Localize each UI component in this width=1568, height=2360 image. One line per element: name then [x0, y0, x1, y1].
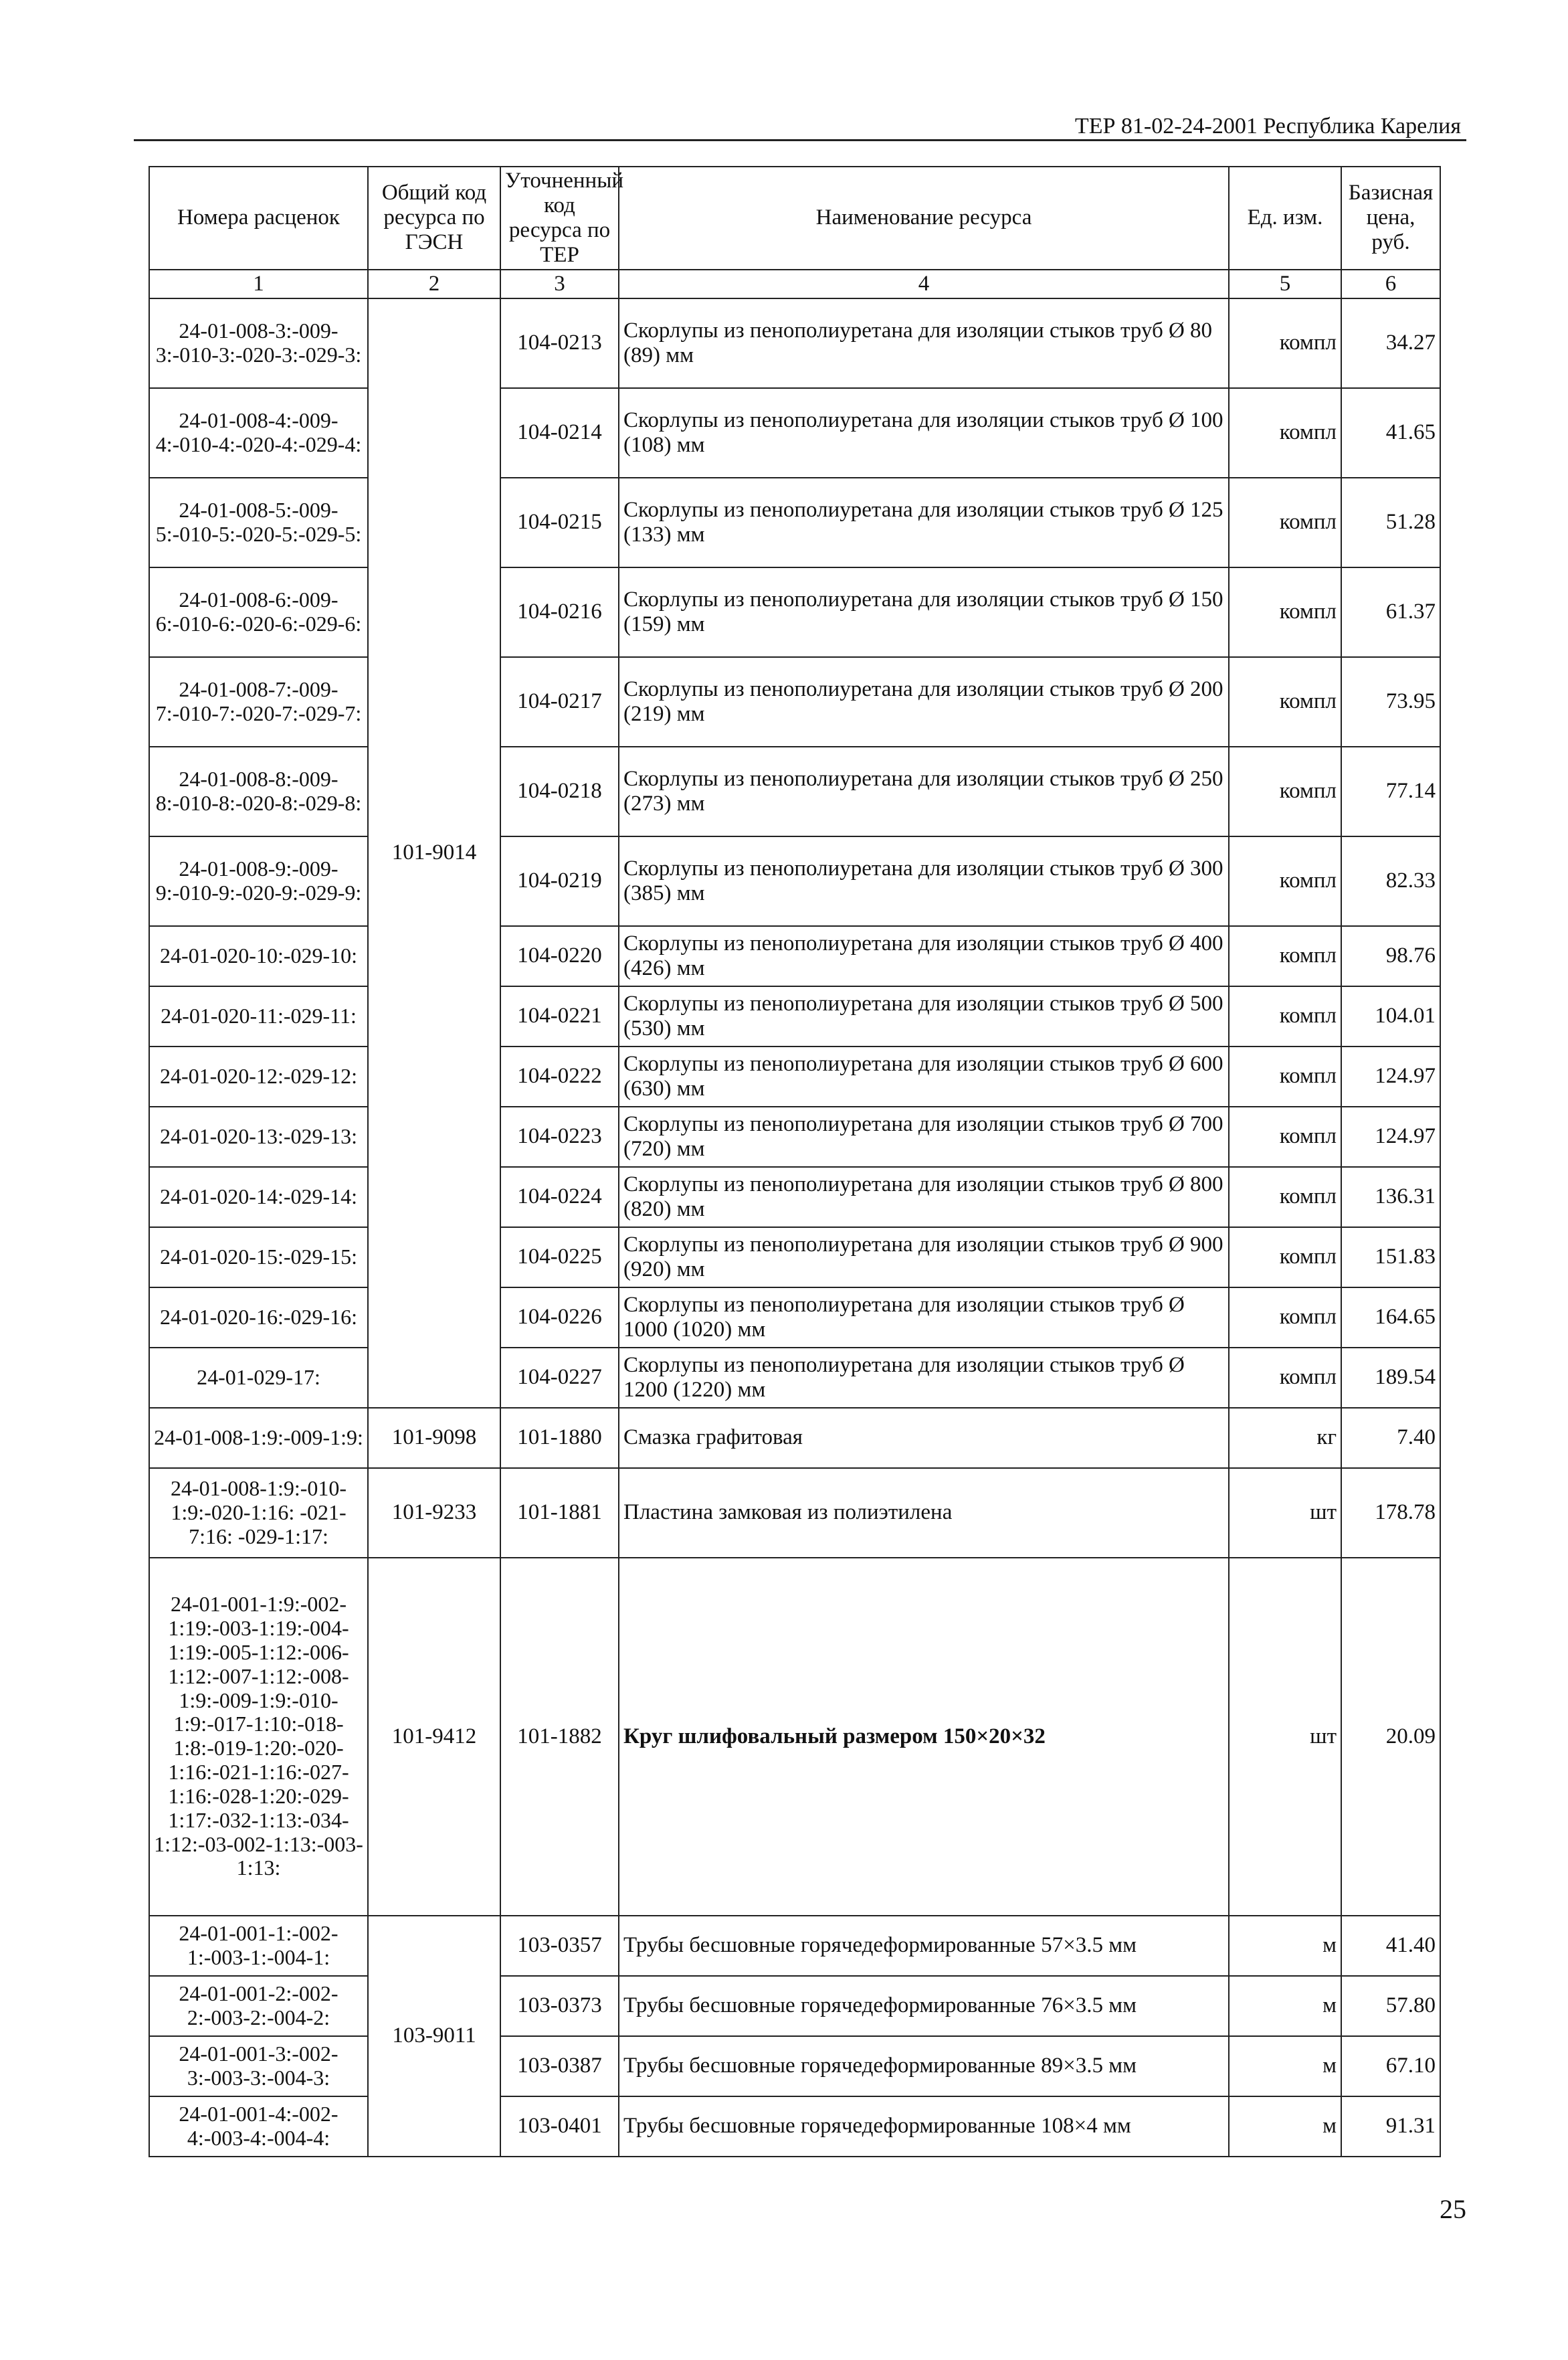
- table-row: [149, 298, 1440, 388]
- price-cell: 67.10: [1341, 2036, 1440, 2096]
- col-number: 1: [149, 270, 368, 298]
- col-header-ter-code: Уточненный код ресурса по ТЕР: [500, 167, 619, 270]
- rate-numbers-cell: 24-01-020-14:-029-14:: [149, 1167, 368, 1227]
- resource-name-cell: Скорлупы из пенополиуретана для изоляции стыков труб Ø 250 (273) мм: [619, 747, 1229, 836]
- ter-code-cell: 104-0218: [500, 747, 619, 836]
- unit-cell: компл: [1229, 657, 1341, 747]
- resource-name-cell: Круг шлифовальный размером 150×20×32: [619, 1558, 1229, 1916]
- unit-cell: компл: [1229, 986, 1341, 1047]
- ter-code-cell: 103-0401: [500, 2096, 619, 2157]
- resource-name-cell: Трубы бесшовные горячедеформированные 89×3.5 мм: [619, 2036, 1229, 2096]
- table-row: [149, 1167, 1440, 1227]
- gesn-code-cell: 101-9098: [368, 1408, 500, 1468]
- resource-name-cell: Скорлупы из пенополиуретана для изоляции стыков труб Ø 700 (720) мм: [619, 1107, 1229, 1167]
- price-cell: 73.95: [1341, 657, 1440, 747]
- resource-name-cell: Скорлупы из пенополиуретана для изоляции стыков труб Ø 1000 (1020) мм: [619, 1287, 1229, 1348]
- ter-code-cell: 101-1881: [500, 1468, 619, 1558]
- price-cell: 41.40: [1341, 1916, 1440, 1976]
- unit-cell: компл: [1229, 1047, 1341, 1107]
- resource-name-cell: Скорлупы из пенополиуретана для изоляции стыков труб Ø 300 (385) мм: [619, 836, 1229, 926]
- resource-name-cell: Трубы бесшовные горячедеформированные 76×3.5 мм: [619, 1976, 1229, 2036]
- gesn-code-cell: 103-9011: [368, 1916, 500, 2157]
- resource-name-cell: Скорлупы из пенополиуретана для изоляции стыков труб Ø 1200 (1220) мм: [619, 1348, 1229, 1408]
- rate-numbers-cell: 24-01-001-4:-002-4:-003-4:-004-4:: [149, 2096, 368, 2157]
- unit-cell: м: [1229, 2036, 1341, 2096]
- resource-name-cell: Скорлупы из пенополиуретана для изоляции стыков труб Ø 600 (630) мм: [619, 1047, 1229, 1107]
- resource-name-cell: Трубы бесшовные горячедеформированные 57×3.5 мм: [619, 1916, 1229, 1976]
- page-header: [134, 112, 1466, 141]
- ter-code-cell: 103-0387: [500, 2036, 619, 2096]
- resource-name-cell: Скорлупы из пенополиуретана для изоляции стыков труб Ø 150 (159) мм: [619, 567, 1229, 657]
- rate-numbers-cell: 24-01-001-1:9:-002-1:19:-003-1:19:-004-1:19:-005-1:12:-006-1:12:-007-1:12:-008-1:9:-009-1:9:-010-1:9:-017-1:10:-018-1:8:-019-1:20:-020-1:16:-021-1:16:-027-1:16:-028-1:20:-029-1:17:-032-1:13:-034-1:12:-03-002-1:13:-003-1:13:: [149, 1558, 368, 1916]
- rate-numbers-cell: 24-01-008-8:-009-8:-010-8:-020-8:-029-8:: [149, 747, 368, 836]
- rate-numbers-cell: 24-01-001-2:-002-2:-003-2:-004-2:: [149, 1976, 368, 2036]
- price-cell: 91.31: [1341, 2096, 1440, 2157]
- table-row: [149, 1107, 1440, 1167]
- rate-numbers-cell: 24-01-008-4:-009-4:-010-4:-020-4:-029-4:: [149, 388, 368, 478]
- ter-code-cell: 104-0220: [500, 926, 619, 986]
- col-header-resource-name: Наименование ресурса: [619, 167, 1229, 270]
- price-cell: 151.83: [1341, 1227, 1440, 1287]
- resource-table: [149, 166, 1441, 2157]
- rate-numbers-cell: 24-01-008-7:-009-7:-010-7:-020-7:-029-7:: [149, 657, 368, 747]
- price-cell: 20.09: [1341, 1558, 1440, 1916]
- table-row: [149, 747, 1440, 836]
- table-row: [149, 986, 1440, 1047]
- col-header-unit: Ед. изм.: [1229, 167, 1341, 270]
- resource-name-cell: Скорлупы из пенополиуретана для изоляции стыков труб Ø 80 (89) мм: [619, 298, 1229, 388]
- unit-cell: компл: [1229, 388, 1341, 478]
- col-number: 3: [500, 270, 619, 298]
- table-row: [149, 1408, 1440, 1468]
- unit-cell: компл: [1229, 836, 1341, 926]
- rate-numbers-cell: 24-01-020-13:-029-13:: [149, 1107, 368, 1167]
- table-header-row: [149, 167, 1440, 270]
- ter-code-cell: 104-0215: [500, 478, 619, 567]
- table-row: [149, 1348, 1440, 1408]
- price-cell: 41.65: [1341, 388, 1440, 478]
- resource-name-cell: Трубы бесшовные горячедеформированные 108×4 мм: [619, 2096, 1229, 2157]
- ter-code-cell: 103-0357: [500, 1916, 619, 1976]
- resource-name-cell: Смазка графитовая: [619, 1408, 1229, 1468]
- unit-cell: компл: [1229, 1287, 1341, 1348]
- rate-numbers-cell: 24-01-020-11:-029-11:: [149, 986, 368, 1047]
- gesn-code-cell: 101-9233: [368, 1468, 500, 1558]
- unit-cell: шт: [1229, 1468, 1341, 1558]
- resource-name-cell: Скорлупы из пенополиуретана для изоляции стыков труб Ø 500 (530) мм: [619, 986, 1229, 1047]
- col-number: 4: [619, 270, 1229, 298]
- col-number: 5: [1229, 270, 1341, 298]
- table-row: [149, 926, 1440, 986]
- unit-cell: компл: [1229, 567, 1341, 657]
- rate-numbers-cell: 24-01-020-15:-029-15:: [149, 1227, 368, 1287]
- price-cell: 124.97: [1341, 1047, 1440, 1107]
- resource-name-cell: Скорлупы из пенополиуретана для изоляции стыков труб Ø 125 (133) мм: [619, 478, 1229, 567]
- rate-numbers-cell: 24-01-008-6:-009-6:-010-6:-020-6:-029-6:: [149, 567, 368, 657]
- col-number: 6: [1341, 270, 1440, 298]
- unit-cell: кг: [1229, 1408, 1341, 1468]
- ter-code-cell: 101-1882: [500, 1558, 619, 1916]
- rate-numbers-cell: 24-01-008-1:9:-010-1:9:-020-1:16: -021-7:16: -029-1:17:: [149, 1468, 368, 1558]
- unit-cell: компл: [1229, 1348, 1341, 1408]
- ter-code-cell: 104-0225: [500, 1227, 619, 1287]
- table-row: [149, 1227, 1440, 1287]
- ter-code-cell: 104-0227: [500, 1348, 619, 1408]
- price-cell: 124.97: [1341, 1107, 1440, 1167]
- rate-numbers-cell: 24-01-020-16:-029-16:: [149, 1287, 368, 1348]
- table-row: [149, 1976, 1440, 2036]
- ter-code-cell: 101-1880: [500, 1408, 619, 1468]
- unit-cell: компл: [1229, 478, 1341, 567]
- col-number: 2: [368, 270, 500, 298]
- unit-cell: компл: [1229, 747, 1341, 836]
- resource-name-cell: Скорлупы из пенополиуретана для изоляции стыков труб Ø 400 (426) мм: [619, 926, 1229, 986]
- resource-name-cell: Пластина замковая из полиэтилена: [619, 1468, 1229, 1558]
- resource-name-cell: Скорлупы из пенополиуретана для изоляции стыков труб Ø 800 (820) мм: [619, 1167, 1229, 1227]
- ter-code-cell: 104-0213: [500, 298, 619, 388]
- price-cell: 164.65: [1341, 1287, 1440, 1348]
- price-cell: 34.27: [1341, 298, 1440, 388]
- rate-numbers-cell: 24-01-029-17:: [149, 1348, 368, 1408]
- unit-cell: компл: [1229, 1227, 1341, 1287]
- table-row: [149, 567, 1440, 657]
- price-cell: 98.76: [1341, 926, 1440, 986]
- col-header-price: Базисная цена, руб.: [1341, 167, 1440, 270]
- ter-code-cell: 104-0216: [500, 567, 619, 657]
- rate-numbers-cell: 24-01-001-3:-002-3:-003-3:-004-3:: [149, 2036, 368, 2096]
- table-row: [149, 388, 1440, 478]
- price-cell: 61.37: [1341, 567, 1440, 657]
- table-row: [149, 657, 1440, 747]
- rate-numbers-cell: 24-01-008-5:-009-5:-010-5:-020-5:-029-5:: [149, 478, 368, 567]
- price-cell: 57.80: [1341, 1976, 1440, 2036]
- price-cell: 178.78: [1341, 1468, 1440, 1558]
- ter-code-cell: 104-0222: [500, 1047, 619, 1107]
- gesn-code-cell: 101-9412: [368, 1558, 500, 1916]
- price-cell: 136.31: [1341, 1167, 1440, 1227]
- document-title: ТЕР 81-02-24-2001 Республика Карелия: [1074, 114, 1461, 139]
- ter-code-cell: 104-0223: [500, 1107, 619, 1167]
- col-header-rates: Номера расценок: [149, 167, 368, 270]
- price-cell: 51.28: [1341, 478, 1440, 567]
- unit-cell: шт: [1229, 1558, 1341, 1916]
- table-row: [149, 1468, 1440, 1558]
- table-row: [149, 2096, 1440, 2157]
- ter-code-cell: 104-0219: [500, 836, 619, 926]
- unit-cell: компл: [1229, 1167, 1341, 1227]
- table-row: [149, 836, 1440, 926]
- ter-code-cell: 104-0224: [500, 1167, 619, 1227]
- column-numbers-row: [149, 270, 1440, 298]
- price-cell: 77.14: [1341, 747, 1440, 836]
- ter-code-cell: 104-0214: [500, 388, 619, 478]
- table-row: [149, 1558, 1440, 1916]
- table-row: [149, 1047, 1440, 1107]
- price-cell: 189.54: [1341, 1348, 1440, 1408]
- resource-name-cell: Скорлупы из пенополиуретана для изоляции стыков труб Ø 900 (920) мм: [619, 1227, 1229, 1287]
- resource-name-cell: Скорлупы из пенополиуретана для изоляции стыков труб Ø 200 (219) мм: [619, 657, 1229, 747]
- price-cell: 7.40: [1341, 1408, 1440, 1468]
- rate-numbers-cell: 24-01-020-12:-029-12:: [149, 1047, 368, 1107]
- unit-cell: м: [1229, 1976, 1341, 2036]
- ter-code-cell: 103-0373: [500, 1976, 619, 2036]
- price-cell: 82.33: [1341, 836, 1440, 926]
- gesn-code-cell: 101-9014: [368, 298, 500, 1408]
- rate-numbers-cell: 24-01-001-1:-002-1:-003-1:-004-1:: [149, 1916, 368, 1976]
- col-header-gesn-code: Общий код ресурса по ГЭСН: [368, 167, 500, 270]
- unit-cell: компл: [1229, 298, 1341, 388]
- table-row: [149, 1287, 1440, 1348]
- rate-numbers-cell: 24-01-008-1:9:-009-1:9:: [149, 1408, 368, 1468]
- resource-name-cell: Скорлупы из пенополиуретана для изоляции стыков труб Ø 100 (108) мм: [619, 388, 1229, 478]
- rate-numbers-cell: 24-01-008-9:-009-9:-010-9:-020-9:-029-9:: [149, 836, 368, 926]
- ter-code-cell: 104-0217: [500, 657, 619, 747]
- unit-cell: компл: [1229, 1107, 1341, 1167]
- table-row: [149, 2036, 1440, 2096]
- table-row: [149, 1916, 1440, 1976]
- page-number: 25: [1440, 2194, 1466, 2224]
- unit-cell: м: [1229, 2096, 1341, 2157]
- ter-code-cell: 104-0221: [500, 986, 619, 1047]
- rate-numbers-cell: 24-01-020-10:-029-10:: [149, 926, 368, 986]
- price-cell: 104.01: [1341, 986, 1440, 1047]
- ter-code-cell: 104-0226: [500, 1287, 619, 1348]
- unit-cell: компл: [1229, 926, 1341, 986]
- table-row: [149, 478, 1440, 567]
- rate-numbers-cell: 24-01-008-3:-009-3:-010-3:-020-3:-029-3:: [149, 298, 368, 388]
- unit-cell: м: [1229, 1916, 1341, 1976]
- table-body: [149, 298, 1440, 2157]
